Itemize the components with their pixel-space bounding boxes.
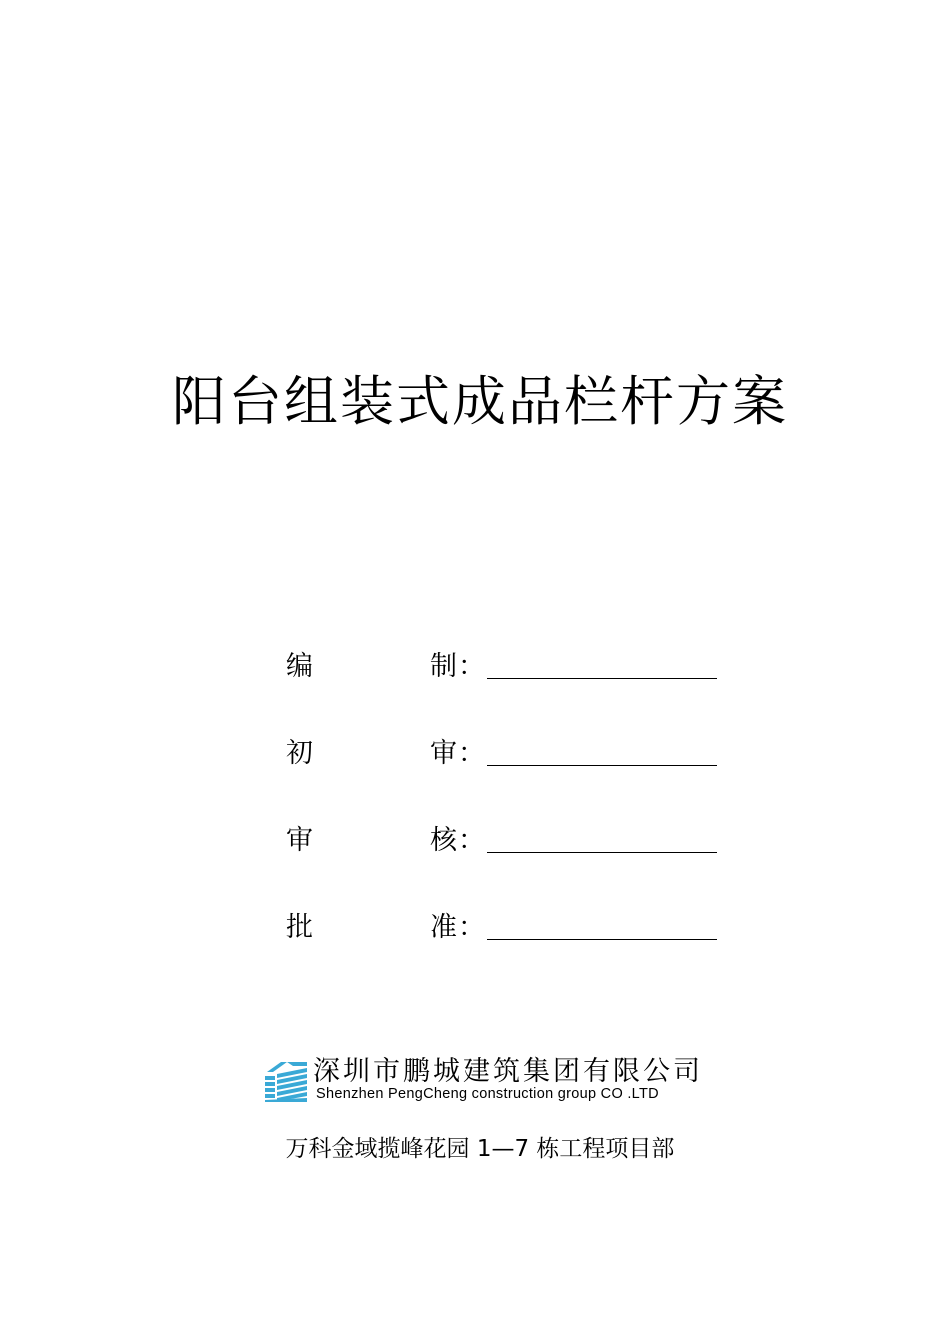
signature-label-char2: 制 — [430, 651, 457, 682]
signature-row-audit — [286, 821, 726, 861]
signature-blank-line — [487, 678, 717, 679]
signature-label-char1: 批 — [286, 912, 313, 943]
signature-row-first-review — [286, 734, 726, 774]
signature-colon: ： — [458, 912, 485, 943]
signature-row-compile — [286, 647, 726, 687]
signature-label-char1: 编 — [286, 651, 313, 682]
signature-label-char2: 准 — [430, 912, 457, 943]
signature-blank-line — [487, 852, 717, 853]
document-title: 阳台组装式成品栏杆方案 — [172, 370, 788, 433]
signature-label-char2: 核 — [430, 825, 457, 856]
signature-row-approve — [286, 908, 726, 948]
signature-colon: ： — [458, 738, 485, 769]
signature-colon: ： — [458, 651, 485, 682]
signature-label-char1: 初 — [286, 738, 313, 769]
company-name-en: Shenzhen PengCheng construction group CO .LTD — [316, 1086, 659, 1102]
signature-label-char2: 审 — [430, 738, 457, 769]
signature-blank-line — [487, 765, 717, 766]
project-department: 万科金域揽峰花园 1—7 栋工程项目部 — [285, 1136, 675, 1162]
signature-label-char1: 审 — [286, 825, 313, 856]
signature-colon: ： — [458, 825, 485, 856]
pengcheng-building-logo-icon — [263, 1060, 307, 1102]
company-name-cn: 深圳市鹏城建筑集团有限公司 — [313, 1056, 703, 1087]
signature-blank-line — [487, 939, 717, 940]
company-block — [263, 1058, 713, 1104]
